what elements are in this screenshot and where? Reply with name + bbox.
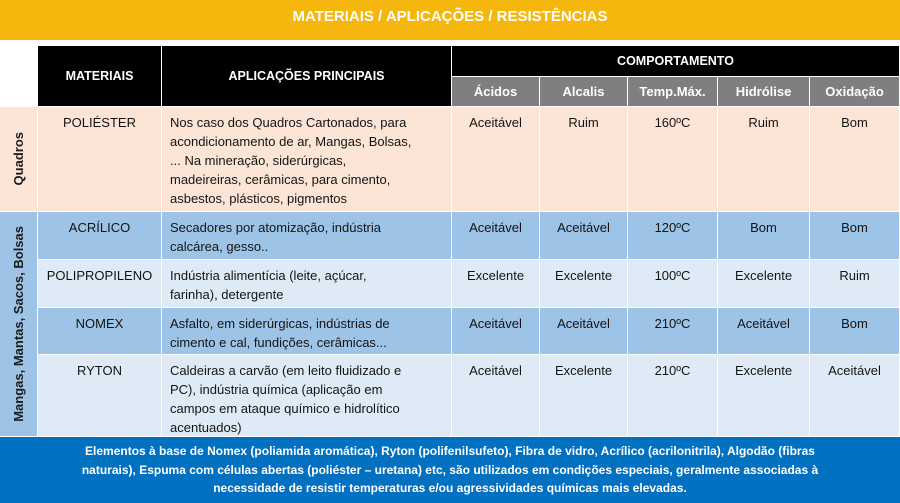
application-text <box>162 212 452 260</box>
header-acids: Ácidos <box>452 77 540 107</box>
footer-note <box>0 437 900 503</box>
hydrolysis-resistance: Bom <box>718 212 810 260</box>
oxidation-resistance: Aceitável <box>810 355 900 437</box>
group-label-mangas <box>0 212 38 437</box>
oxidation-resistance: Bom <box>810 212 900 260</box>
acid-resistance: Aceitável <box>452 212 540 260</box>
application-line: cimento e cal, fundições, cerâmicas... <box>170 335 387 350</box>
hydrolysis-resistance: Excelente <box>718 260 810 308</box>
header-alkalis: Alcalis <box>540 77 628 107</box>
application-line: ... Na mineração, siderúrgicas, <box>170 153 347 168</box>
alkali-resistance: Aceitável <box>540 308 628 355</box>
material-name: POLIPROPILENO <box>38 260 162 308</box>
group-label-text: Mangas, Mantas, Sacos, Bolsas <box>11 226 26 422</box>
acid-resistance: Aceitável <box>452 355 540 437</box>
oxidation-resistance: Bom <box>810 107 900 212</box>
oxidation-resistance: Bom <box>810 308 900 355</box>
application-text <box>162 308 452 355</box>
header-applications: APLICAÇÕES PRINCIPAIS <box>162 46 452 107</box>
header-oxidation: Oxidação <box>810 77 900 107</box>
header-corner-blank <box>0 46 38 107</box>
application-line: Indústria alimentícia (leite, açúcar, <box>170 268 367 283</box>
application-text <box>162 260 452 308</box>
slide-title-banner <box>0 0 900 40</box>
application-line: farinha), detergente <box>170 287 284 302</box>
header-hydrolysis: Hidrólise <box>718 77 810 107</box>
material-name: ACRÍLICO <box>38 212 162 260</box>
material-name: POLIÉSTER <box>38 107 162 212</box>
material-name: RYTON <box>38 355 162 437</box>
application-text <box>162 107 452 212</box>
acid-resistance: Aceitável <box>452 107 540 212</box>
application-line: Asfalto, em siderúrgicas, indústrias de <box>170 316 390 331</box>
alkali-resistance: Excelente <box>540 355 628 437</box>
alkali-resistance: Excelente <box>540 260 628 308</box>
application-line: Caldeiras a carvão (em leito fluidizado e <box>170 363 402 378</box>
alkali-resistance: Aceitável <box>540 212 628 260</box>
max-temperature: 210ºC <box>628 308 718 355</box>
application-text <box>162 355 452 437</box>
application-line: madeireiras, cerâmicas, para cimento, <box>170 172 391 187</box>
group-label-quadros <box>0 107 38 212</box>
footer-line: Elementos à base de Nomex (poliamida aromática), Ryton (polifenilsufeto), Fibra de vidro, Acrílico (acrilonitrila), Algodão (fibras <box>85 444 815 459</box>
application-line: acentuados) <box>170 420 242 435</box>
max-temperature: 160ºC <box>628 107 718 212</box>
application-line: PC), indústria química (aplicação em <box>170 382 383 397</box>
acid-resistance: Excelente <box>452 260 540 308</box>
application-line: campos em ataque químico e hidrolítico <box>170 401 400 416</box>
header-max-temperature: Temp.Máx. <box>628 77 718 107</box>
application-line: asbestos, plásticos, pigmentos <box>170 191 348 206</box>
acid-resistance: Aceitável <box>452 308 540 355</box>
footer-line: naturais), Espuma com células abertas (poliéster – uretana) etc, são utilizados em condições especiais, geralmente associadas à <box>81 462 819 477</box>
group-label-text: Quadros <box>11 132 26 186</box>
max-temperature: 120ºC <box>628 212 718 260</box>
max-temperature: 210ºC <box>628 355 718 437</box>
materials-table <box>0 46 900 437</box>
application-line: acondicionamento de ar, Mangas, Bolsas, <box>170 134 412 149</box>
hydrolysis-resistance: Excelente <box>718 355 810 437</box>
footer-line: necessidade de resistir temperaturas e/ou agressividades químicas mais elevadas. <box>213 481 687 496</box>
max-temperature: 100ºC <box>628 260 718 308</box>
slide-title: MATERIAIS / APLICAÇÕES / RESISTÊNCIAS <box>292 8 608 25</box>
oxidation-resistance: Ruim <box>810 260 900 308</box>
header-behavior: COMPORTAMENTO <box>452 46 900 77</box>
hydrolysis-resistance: Ruim <box>718 107 810 212</box>
alkali-resistance: Ruim <box>540 107 628 212</box>
material-name: NOMEX <box>38 308 162 355</box>
header-materials: MATERIAIS <box>38 46 162 107</box>
application-line: Secadores por atomização, indústria <box>170 220 382 235</box>
application-line: calcárea, gesso.. <box>170 239 269 254</box>
application-line: Nos caso dos Quadros Cartonados, para <box>170 115 407 130</box>
hydrolysis-resistance: Aceitável <box>718 308 810 355</box>
